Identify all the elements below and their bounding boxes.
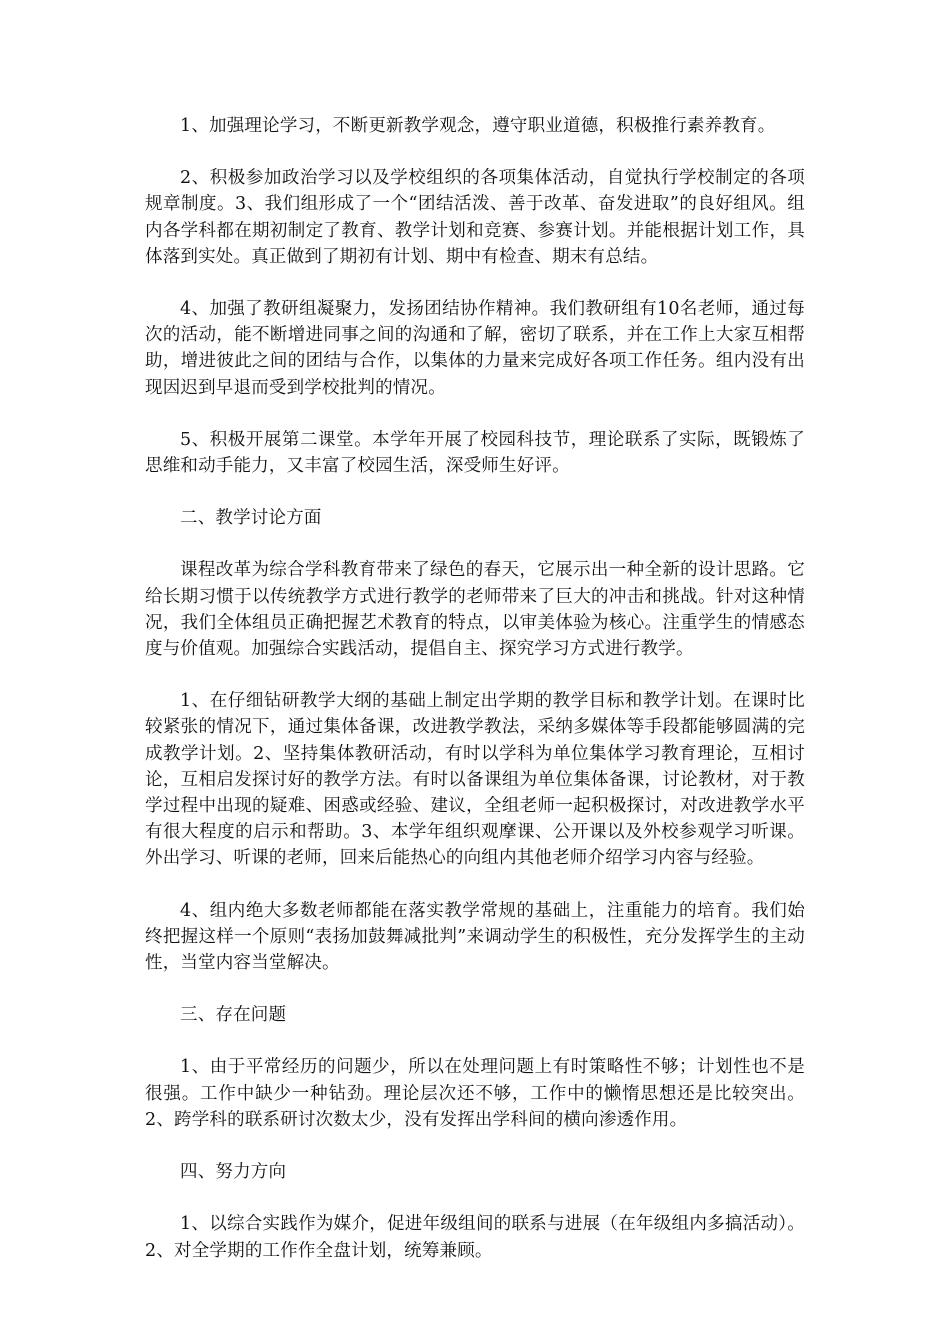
paragraph-8: 1、由于平常经历的问题少，所以在处理问题上有时策略性不够；计划性也不是很强。工作中缺少一种钻劲。理论层次还不够，工作中的懒惰思想还是比较突出。2、跨学科的联系研讨次数太少，没有发挥出学科间的横向渗透作用。	[145, 1057, 805, 1130]
paragraph-9: 1、以综合实践作为媒介，促进年级组间的联系与进展（在年级组内多搞活动）。2、对全学期的工作作全盘计划，统筹兼顾。	[145, 1214, 805, 1261]
section-heading-teaching-discussion: 二、教学讨论方面	[180, 508, 322, 529]
paragraph-1: 1、加强理论学习，不断更新教学观念，遵守职业道德，积极推行素养教育。	[180, 116, 776, 136]
section-heading-existing-problems: 三、存在问题	[180, 1005, 287, 1026]
paragraph-5: 课程改革为综合学科教育带来了绿色的春天，它展示出一种全新的设计思路。它给长期习惯于以传统教学方式进行教学的老师带来了巨大的冲击和挑战。针对这种情况，我们全体组员正确把握艺术教育的特点，以审美体验为核心。注重学生的情感态度与价值观。加强综合实践活动，提倡自主、探究学习方式进行教学。	[145, 560, 805, 660]
paragraph-2: 2、积极参加政治学习以及学校组织的各项集体活动，自觉执行学校制定的各项规章制度。3、我们组形成了一个“团结活泼、善于改革、奋发进取”的良好组风。组内各学科都在期初制定了教育、教学计划和竞赛、参赛计划。并能根据计划工作，具体落到实处。真正做到了期初有计划、期中有检查、期末有总结。	[145, 168, 805, 267]
paragraph-7: 4、组内绝大多数老师都能在落实教学常规的基础上，注重能力的培育。我们始终把握这样一个原则“表扬加鼓舞减批判”来调动学生的积极性，充分发挥学生的主动性，当堂内容当堂解决。	[145, 900, 805, 974]
paragraph-4: 5、积极开展第二课堂。本学年开展了校园科技节，理论联系了实际，既锻炼了思维和动手能力，又丰富了校园生活，深受师生好评。	[145, 429, 805, 477]
section-heading-future-direction: 四、努力方向	[180, 1162, 287, 1183]
paragraph-3: 4、加强了教研组凝聚力，发扬团结协作精神。我们教研组有10名老师，通过每次的活动，能不断增进同事之间的沟通和了解，密切了联系，并在工作上大家互相帮助，增进彼此之间的团结与合作，以集体的力量来完成好各项工作任务。组内没有出现因迟到早退而受到学校批判的情况。	[145, 299, 805, 398]
paragraph-6: 1、在仔细钻研教学大纲的基础上制定出学期的教学目标和教学计划。在课时比较紧张的情况下，通过集体备课，改进教学教法，采纳多媒体等手段都能够圆满的完成教学计划。2、坚持集体教研活动，有时以学科为单位集体学习教育理论，互相讨论，互相启发探讨好的教学方法。有时以备课组为单位集体备课，讨论教材，对于教学过程中出现的疑难、困惑或经验、建议，全组老师一起积极探讨，对改进教学水平有很大程度的启示和帮助。3、本学年组织观摩课、公开课以及外校参观学习听课。外出学习、听课的老师，回来后能热心的向组内其他老师介绍学习内容与经验。	[145, 691, 805, 869]
document-body	[145, 113, 805, 1290]
